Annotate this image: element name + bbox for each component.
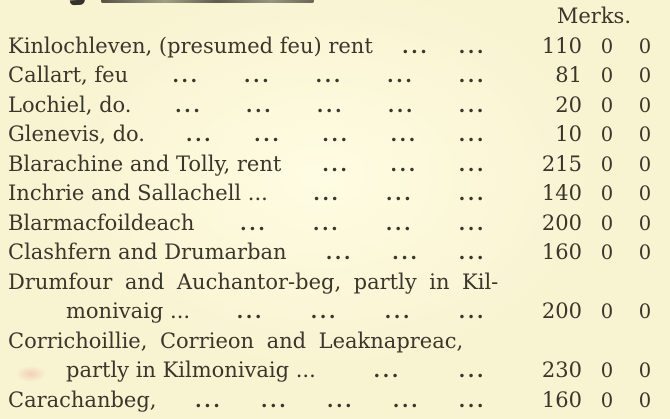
row-label: Drumfour and Auchantor-beg, partly in Kil-: [8, 269, 499, 294]
dot-leader: ...: [392, 242, 420, 264]
dot-leader: ...: [385, 183, 414, 205]
dot-leader: ...: [390, 124, 418, 146]
dot-leader: ...: [458, 212, 486, 235]
row-label: Kinlochleven, (presumed feu) rent: [8, 33, 373, 58]
dot-leader: ...: [326, 389, 355, 412]
row-label: Blarmacfoildeach: [8, 210, 195, 235]
pence-value: 0: [638, 300, 652, 323]
dot-leader: ...: [458, 301, 486, 323]
merks-value: 230: [541, 358, 582, 382]
shillings-value: 0: [600, 152, 614, 176]
merks-column-header: Merks.: [556, 4, 631, 28]
rent-table-body: [0, 32, 670, 416]
table-row: [0, 91, 670, 121]
row-label: Clashfern and Drumarban: [8, 240, 287, 264]
dot-leader: ...: [458, 153, 486, 176]
row-label-area: [8, 120, 494, 151]
pence-value: 0: [638, 211, 652, 235]
pence-value: 0: [638, 34, 652, 58]
dot-leader: ...: [458, 35, 486, 58]
clipped-text-fragment: [101, 0, 314, 3]
shillings-value: 0: [600, 93, 614, 117]
dot-leader: ...: [384, 301, 412, 323]
dot-leader: ...: [387, 94, 416, 117]
table-row: [0, 150, 670, 180]
row-label: partly in Kilmonivaig ...: [66, 358, 316, 382]
merks-value: 81: [555, 63, 582, 87]
pence-value: 0: [638, 388, 652, 412]
dot-leader: ...: [315, 65, 343, 87]
table-row: [0, 61, 670, 91]
row-label-area: [8, 209, 494, 240]
row-label-area: [8, 150, 494, 181]
dot-leader: ...: [458, 94, 486, 117]
row-label-area: [8, 32, 494, 63]
dot-leader: ...: [458, 65, 486, 87]
row-label: Glenevis, do.: [8, 122, 145, 146]
row-label-area: [8, 356, 494, 387]
pence-value: 0: [638, 64, 652, 87]
dot-leader: ...: [245, 94, 274, 117]
dot-leader: ...: [458, 242, 486, 264]
table-row: [0, 209, 670, 239]
merks-value: 110: [541, 33, 582, 58]
scan-smudge: [16, 366, 46, 382]
dot-leader: ...: [325, 242, 354, 264]
row-label-area: [8, 91, 494, 122]
dot-leader: ...: [322, 124, 350, 146]
pence-value: 0: [638, 123, 652, 146]
table-row: [0, 120, 670, 150]
row-label-area: [8, 61, 494, 92]
dot-leader: ...: [390, 153, 418, 176]
table-row: [0, 179, 670, 209]
merks-value: 200: [541, 299, 582, 323]
dot-leader: ...: [254, 124, 282, 146]
pence-value: 0: [638, 359, 652, 382]
shillings-value: 0: [600, 300, 614, 323]
row-label-area: [8, 268, 499, 298]
merks-value: 140: [541, 181, 582, 205]
shillings-value: 0: [600, 211, 614, 235]
table-row: [0, 356, 670, 386]
dot-leader: ...: [312, 212, 341, 235]
merks-value: 10: [555, 122, 582, 146]
table-row: [0, 238, 670, 268]
merks-value: 160: [541, 240, 582, 264]
shillings-value: 0: [600, 34, 614, 58]
row-label: Corrichoillie, Corrieon and Leaknapreac,: [8, 328, 464, 353]
shillings-value: 0: [600, 64, 614, 87]
row-label-area: [8, 327, 494, 357]
row-label-area: [8, 179, 494, 210]
row-label: Blarachine and Tolly, rent: [8, 151, 282, 176]
shillings-value: 0: [600, 388, 614, 412]
merks-value: 20: [555, 92, 582, 117]
dot-leader: ...: [322, 153, 350, 176]
dot-leader: ...: [458, 389, 486, 412]
row-label: Callart, feu: [8, 63, 129, 87]
dot-leader: ...: [239, 212, 268, 235]
row-label: monivaig ...: [66, 299, 191, 323]
row-label: Lochiel, do.: [8, 92, 132, 117]
dot-leader: ...: [385, 212, 414, 235]
shillings-value: 0: [600, 123, 614, 146]
row-label: Inchrie and Sallachell ...: [8, 181, 268, 205]
pence-value: 0: [638, 93, 652, 117]
table-header-row: [0, 2, 670, 32]
table-row: [0, 268, 670, 298]
dot-leader: ...: [175, 94, 203, 117]
dot-leader: ...: [458, 183, 486, 205]
row-label-area: [8, 386, 494, 417]
dot-leader: ...: [310, 301, 339, 323]
merks-value: 215: [541, 151, 582, 176]
dot-leader: ...: [260, 389, 289, 412]
dot-leader: ...: [236, 301, 265, 323]
dot-leader: ...: [458, 360, 486, 382]
table-row: [0, 297, 670, 327]
dot-leader: ...: [458, 124, 486, 146]
dot-leader: ...: [316, 94, 345, 117]
shillings-value: 0: [600, 359, 614, 382]
table-row: [0, 32, 670, 62]
row-label: Carachanbeg,: [8, 387, 157, 412]
table-row: [0, 327, 670, 357]
dot-leader: ...: [243, 65, 272, 87]
dot-leader: ...: [185, 124, 214, 146]
dot-leader: ...: [313, 183, 341, 205]
dot-leader: ...: [392, 389, 421, 412]
pence-value: 0: [638, 182, 652, 205]
merks-value: 160: [541, 387, 582, 412]
dot-leader: ...: [402, 35, 430, 58]
shillings-value: 0: [600, 241, 614, 264]
pence-value: 0: [638, 152, 652, 176]
dot-leader: ...: [387, 65, 415, 87]
table-row: [0, 386, 670, 416]
shillings-value: 0: [600, 182, 614, 205]
dot-leader: ...: [373, 360, 401, 382]
row-label-area: [8, 238, 494, 269]
pence-value: 0: [638, 241, 652, 264]
dot-leader: ...: [172, 65, 200, 87]
dot-leader: ...: [195, 389, 223, 412]
merks-value: 200: [541, 210, 582, 235]
row-label-area: [8, 297, 494, 328]
